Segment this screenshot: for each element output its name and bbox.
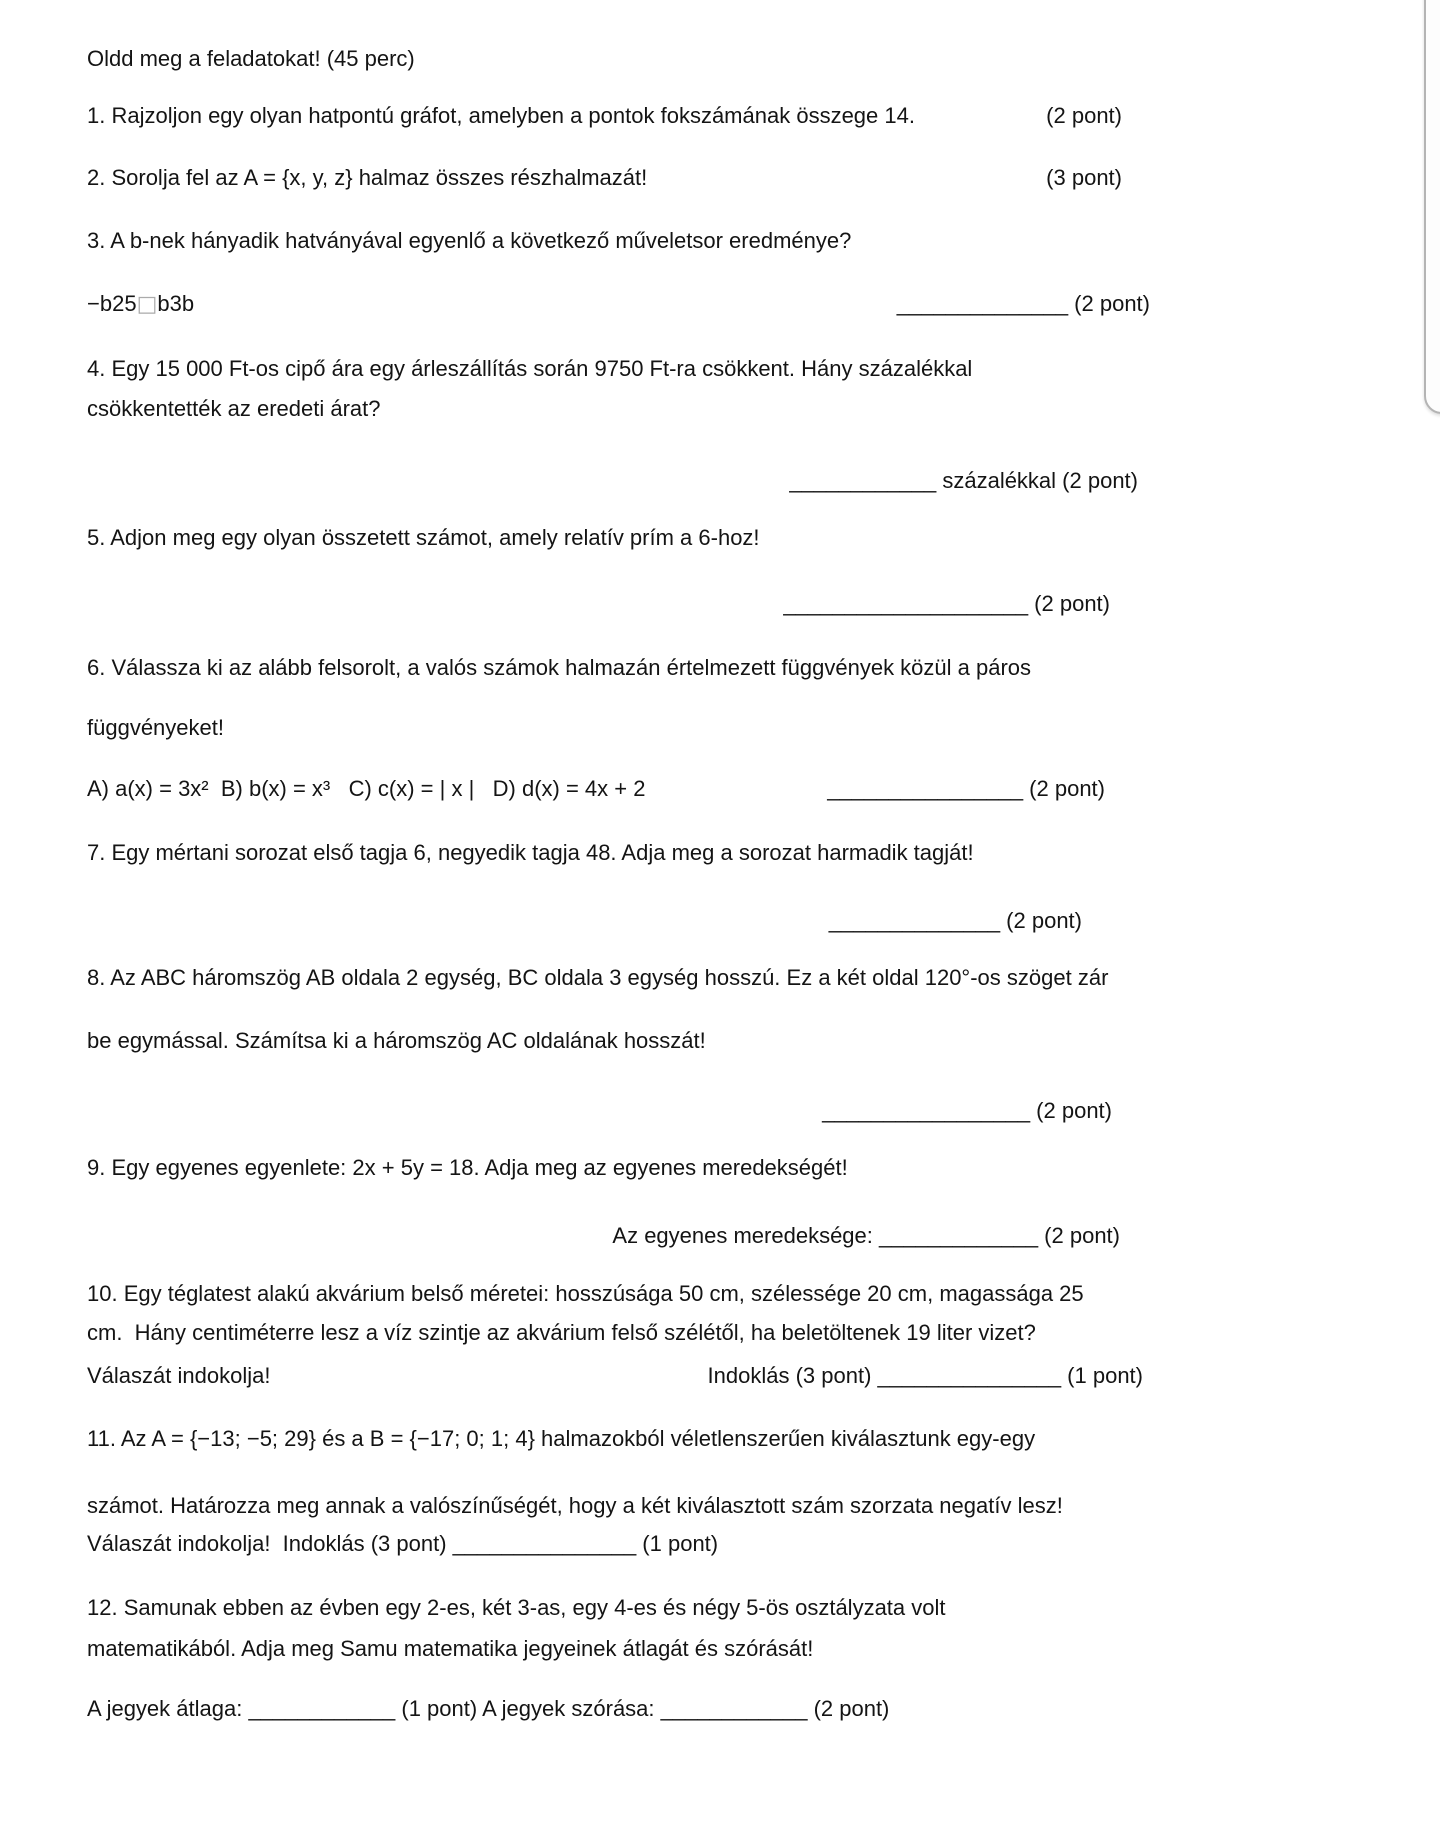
- question-4-line1: 4. Egy 15 000 Ft-os cipő ára egy árleszállítás során 9750 Ft-ra csökkent. Hány százalékkal: [87, 356, 973, 381]
- question-2-points: (3 pont): [1046, 165, 1122, 190]
- exam-title: Oldd meg a feladatokat! (45 perc): [87, 46, 415, 71]
- question-6-answer-blank: ________________ (2 pont): [827, 776, 1105, 801]
- question-9-text: 9. Egy egyenes egyenlete: 2x + 5y = 18. Adja meg az egyenes meredekségét!: [87, 1155, 848, 1180]
- question-3-formula-row: [87, 289, 1150, 320]
- question-3-formula: [87, 289, 194, 320]
- question-7-text: 7. Egy mértani sorozat első tagja 6, negyedik tagja 48. Adja meg a sorozat harmadik tagját!: [87, 840, 974, 865]
- question-10-line2: cm. Hány centiméterre lesz a víz szintje az akvárium felső szélétől, ha beletöltenek 19 liter vizet?: [87, 1320, 1036, 1345]
- question-10-line1: 10. Egy téglatest alakú akvárium belső méretei: hosszúsága 50 cm, szélessége 20 cm, magassága 25: [87, 1281, 1084, 1306]
- question-8-answer-blank: _________________ (2 pont): [822, 1098, 1112, 1123]
- question-4-line2: csökkentették az eredeti árat?: [87, 396, 381, 421]
- missing-glyph-box: □: [136, 292, 158, 317]
- question-10-answer-blank: Indoklás (3 pont) _______________ (1 pont): [707, 1363, 1143, 1388]
- question-5-answer-blank: ____________________ (2 pont): [783, 591, 1110, 616]
- question-9-answer-blank: Az egyenes meredeksége: _____________ (2 pont): [612, 1223, 1120, 1248]
- question-8-line1: 8. Az ABC háromszög AB oldala 2 egység, BC oldala 3 egység hosszú. Ez a két oldal 120°-os szöget zár: [87, 965, 1109, 990]
- question-12-line1: 12. Samunak ebben az évben egy 2-es, két 3-as, egy 4-es és négy 5-ös osztályzata volt: [87, 1595, 946, 1620]
- formula-prefix: −b25: [87, 291, 137, 316]
- question-6-options-row: [87, 774, 1105, 804]
- scrollbar-thumb[interactable]: [1424, 0, 1440, 414]
- formula-suffix: b3b: [157, 291, 195, 316]
- question-12-line2: matematikából. Adja meg Samu matematika jegyeinek átlagát és szórását!: [87, 1636, 814, 1661]
- question-7-answer-blank: ______________ (2 pont): [828, 908, 1082, 933]
- question-11-answer-blank: Válaszát indokolja! Indoklás (3 pont) _______________ (1 pont): [87, 1531, 719, 1556]
- question-6-line2: függvényeket!: [87, 715, 224, 740]
- question-10-line3: [87, 1361, 1143, 1391]
- question-2-text: 2. Sorolja fel az A = {x, y, z} halmaz összes részhalmazát!: [87, 165, 648, 190]
- question-2: [87, 163, 1122, 193]
- question-4-answer-blank: ____________ százalékkal (2 pont): [789, 468, 1138, 493]
- question-5-text: 5. Adjon meg egy olyan összetett számot, amely relatív prím a 6-hoz!: [87, 525, 760, 550]
- question-8-line2: be egymással. Számítsa ki a háromszög AC oldalának hosszát!: [87, 1028, 706, 1053]
- question-11-line1: 11. Az A = {−13; −5; 29} és a B = {−17; 0; 1; 4} halmazokból véletlenszerűen kiválasztunk egy-egy: [87, 1426, 1036, 1451]
- question-12-answer-blank: A jegyek átlaga: ____________ (1 pont) A jegyek szórása: ____________ (2 pont): [87, 1696, 890, 1721]
- question-6-line1: 6. Válassza ki az alább felsorolt, a valós számok halmazán értelmezett függvények közül a páros: [87, 655, 1032, 680]
- question-11-line2: számot. Határozza meg annak a valószínűségét, hogy a két kiválasztott szám szorzata negatív lesz!: [87, 1493, 1063, 1518]
- question-1-text: 1. Rajzoljon egy olyan hatpontú gráfot, amelyben a pontok fokszámának összege 14.: [87, 103, 915, 128]
- question-3-text: 3. A b-nek hányadik hatványával egyenlő a következő műveletsor eredménye?: [87, 228, 852, 253]
- question-1-points: (2 pont): [1046, 103, 1122, 128]
- question-6-options: A) a(x) = 3x² B) b(x) = x³ C) c(x) = | x | D) d(x) = 4x + 2: [87, 776, 646, 801]
- question-3-answer-blank: ______________ (2 pont): [896, 291, 1150, 316]
- question-1: [87, 101, 1122, 131]
- question-10-justify-label: Válaszát indokolja!: [87, 1363, 271, 1388]
